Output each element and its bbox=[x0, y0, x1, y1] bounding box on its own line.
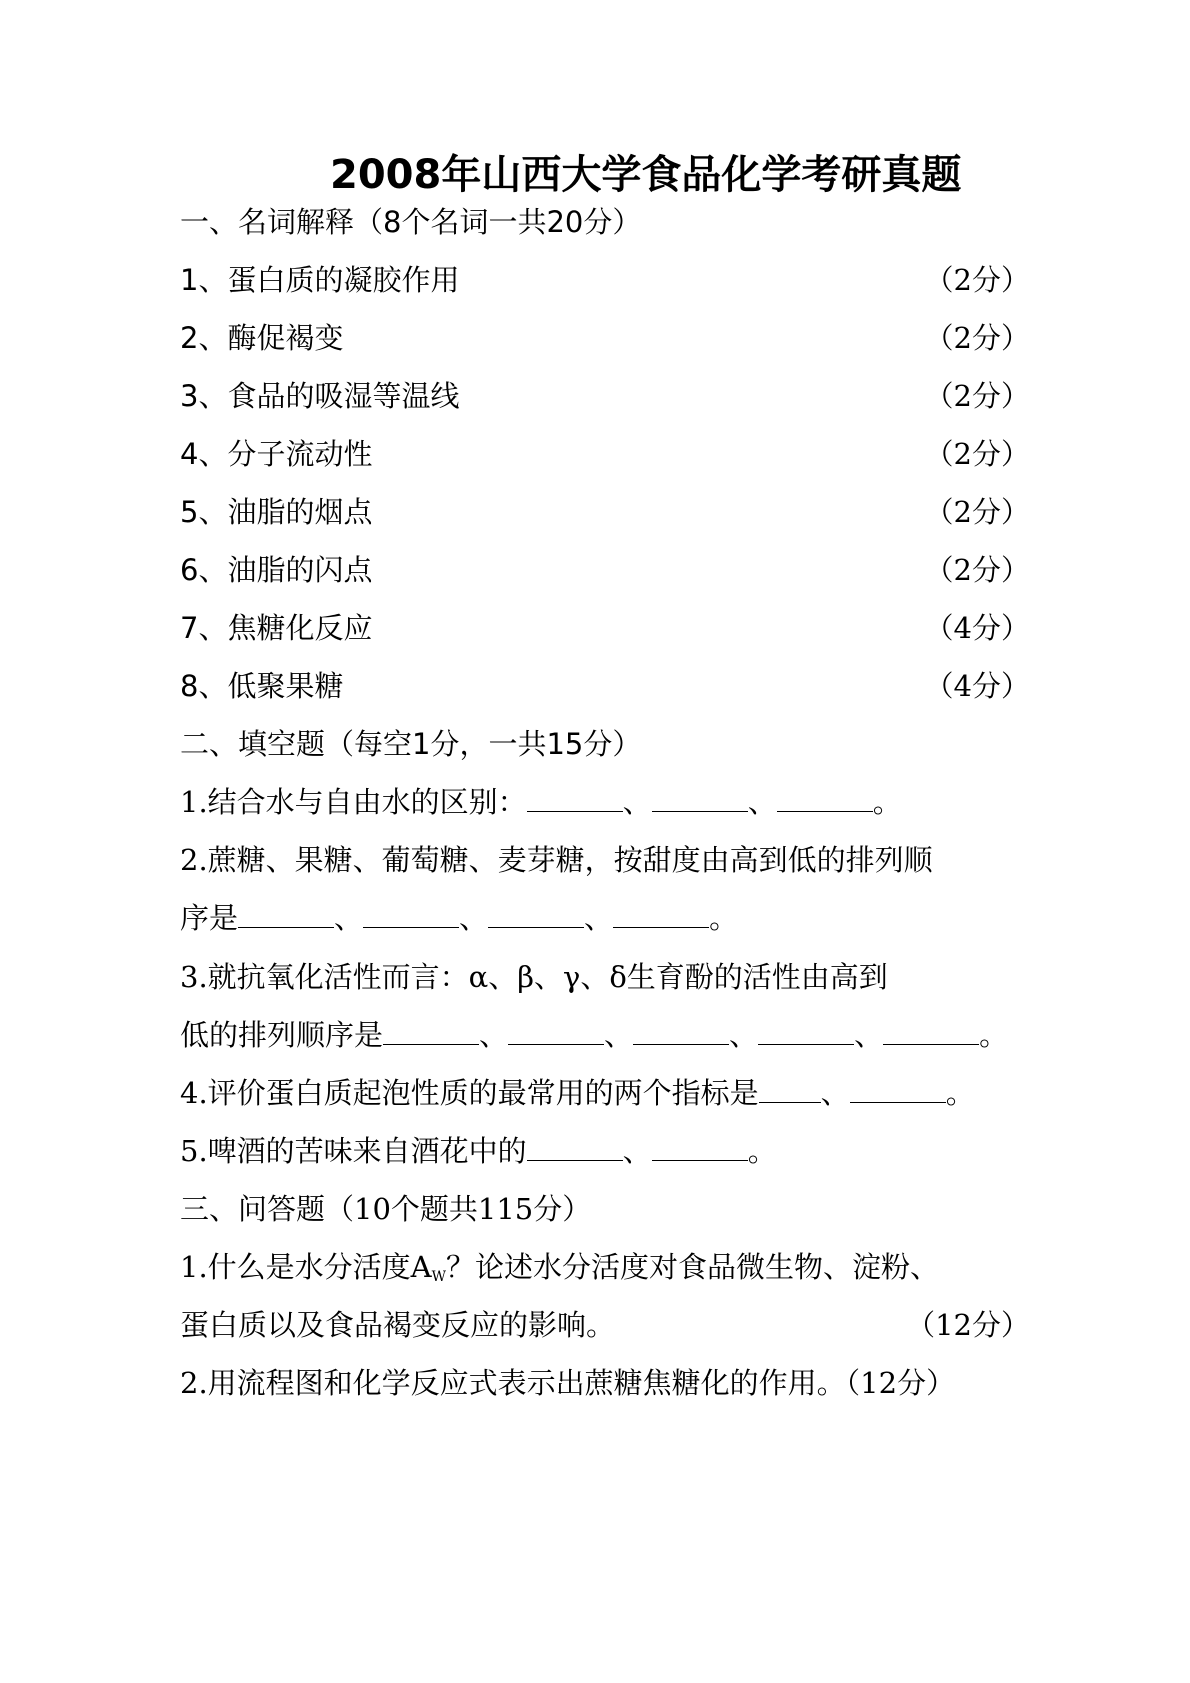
question-fill-3-line1: 3.就抗氧化活性而言：α、β、γ、δ生育酚的活性由高到 bbox=[180, 960, 888, 994]
separator: 、 bbox=[604, 1018, 634, 1052]
term-text: 4、分子流动性 bbox=[180, 437, 373, 471]
list-item bbox=[180, 490, 1030, 534]
list-item bbox=[180, 258, 1030, 302]
question-qa-2: 2.用流程图和化学反应式表示出蔗糖焦糖化的作用。（12分） bbox=[180, 1366, 956, 1400]
term-text: 7、焦糖化反应 bbox=[180, 611, 373, 645]
end-mark: 。 bbox=[945, 1076, 975, 1110]
question-qa-1-line1 bbox=[180, 1245, 1030, 1289]
question-fill-4 bbox=[180, 1071, 1030, 1115]
score-label: （4分） bbox=[924, 669, 1030, 703]
list-item bbox=[180, 606, 1030, 650]
term-text: 2、酶促褐变 bbox=[180, 321, 344, 355]
score-label: （2分） bbox=[924, 553, 1030, 587]
answer-blank bbox=[383, 1014, 479, 1045]
answer-blank bbox=[488, 897, 584, 928]
question-fill-5 bbox=[180, 1129, 1030, 1173]
section-heading-terms: 一、名词解释（8个名词一共20分） bbox=[180, 205, 642, 239]
answer-blank bbox=[759, 1072, 821, 1103]
section-heading-qa: 三、问答题（10个题共115分） bbox=[180, 1192, 592, 1226]
question-fill-2-line1: 2.蔗糖、果糖、葡萄糖、麦芽糖，按甜度由高到低的排列顺 bbox=[180, 843, 933, 877]
answer-blank bbox=[633, 1014, 729, 1045]
list-item bbox=[180, 664, 1030, 708]
question-text: 序是 bbox=[180, 901, 239, 935]
score-label: （2分） bbox=[924, 495, 1030, 529]
separator: 、 bbox=[622, 1134, 652, 1168]
separator: 、 bbox=[854, 1018, 884, 1052]
term-text: 8、低聚果糖 bbox=[180, 669, 344, 703]
separator: 、 bbox=[459, 901, 489, 935]
term-text: 3、食品的吸湿等温线 bbox=[180, 379, 460, 413]
answer-blank bbox=[758, 1014, 854, 1045]
separator: 、 bbox=[584, 901, 614, 935]
question-text: 5.啤酒的苦味来自酒花中的 bbox=[180, 1134, 527, 1168]
answer-blank bbox=[883, 1014, 979, 1045]
end-mark: 。 bbox=[709, 901, 739, 935]
end-mark: 。 bbox=[872, 785, 902, 819]
answer-blank bbox=[508, 1014, 604, 1045]
subscript-w: W bbox=[431, 1269, 447, 1285]
list-item bbox=[180, 374, 1030, 418]
term-text: 1、蛋白质的凝胶作用 bbox=[180, 263, 460, 297]
term-text: 6、油脂的闪点 bbox=[180, 553, 373, 587]
list-item bbox=[180, 432, 1030, 476]
answer-blank bbox=[363, 897, 459, 928]
separator: 、 bbox=[622, 785, 652, 819]
score-label: （2分） bbox=[924, 437, 1030, 471]
separator: 、 bbox=[479, 1018, 509, 1052]
score-label: （12分） bbox=[906, 1308, 1030, 1342]
question-text: 1.什么是水分活度A bbox=[180, 1250, 432, 1284]
score-label: （2分） bbox=[924, 263, 1030, 297]
score-label: （2分） bbox=[924, 379, 1030, 413]
question-text: 4.评价蛋白质起泡性质的最常用的两个指标是 bbox=[180, 1076, 759, 1110]
question-fill-1 bbox=[180, 780, 1030, 824]
score-label: （4分） bbox=[924, 611, 1030, 645]
end-mark: 。 bbox=[747, 1134, 777, 1168]
question-qa-1-line2 bbox=[180, 1303, 1030, 1347]
separator: 、 bbox=[820, 1076, 850, 1110]
answer-blank bbox=[527, 781, 623, 812]
page-title: 2008年山西大学食品化学考研真题 bbox=[330, 152, 962, 198]
answer-blank bbox=[652, 781, 748, 812]
question-text: 低的排列顺序是 bbox=[180, 1018, 384, 1052]
separator: 、 bbox=[747, 785, 777, 819]
question-fill-3-line2 bbox=[180, 1013, 1030, 1057]
term-text: 5、油脂的烟点 bbox=[180, 495, 373, 529]
question-text: 1.结合水与自由水的区别： bbox=[180, 785, 527, 819]
answer-blank bbox=[777, 781, 873, 812]
answer-blank bbox=[527, 1130, 623, 1161]
section-heading-fill-blank: 二、填空题（每空1分，一共15分） bbox=[180, 727, 642, 761]
list-item bbox=[180, 548, 1030, 592]
score-label: （2分） bbox=[924, 321, 1030, 355]
question-fill-2-line2 bbox=[180, 896, 1030, 940]
separator: 、 bbox=[729, 1018, 759, 1052]
list-item bbox=[180, 316, 1030, 360]
answer-blank bbox=[238, 897, 334, 928]
question-text: 蛋白质以及食品褐变反应的影响。 bbox=[180, 1308, 616, 1342]
question-text: ？论述水分活度对食品微生物、淀粉、 bbox=[446, 1250, 940, 1284]
end-mark: 。 bbox=[979, 1018, 1009, 1052]
answer-blank bbox=[613, 897, 709, 928]
answer-blank bbox=[652, 1130, 748, 1161]
answer-blank bbox=[850, 1072, 946, 1103]
separator: 、 bbox=[334, 901, 364, 935]
